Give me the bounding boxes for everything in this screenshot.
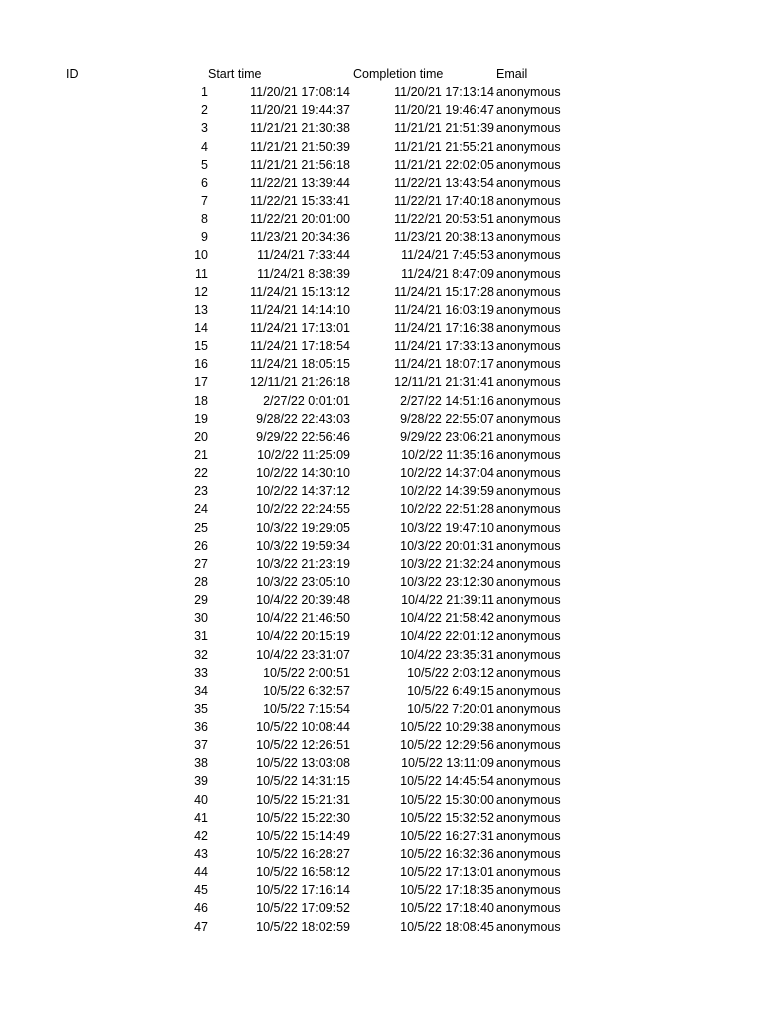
cell-start-time: 11/24/21 14:14:10 [250,302,350,317]
table-row [0,392,768,410]
response-table [0,65,768,936]
cell-completion-time: 2/27/22 14:51:16 [400,393,494,408]
cell-completion-time: 11/24/21 7:45:53 [401,248,494,263]
table-row [0,555,768,573]
table-row [0,265,768,283]
cell-id: 29 [194,593,208,608]
table-body [0,83,768,936]
cell-id: 17 [194,375,208,390]
cell-id: 21 [194,447,208,462]
cell-id: 8 [201,212,208,227]
cell-start-time: 11/21/21 21:56:18 [250,157,350,172]
cell-id: 15 [194,339,208,354]
cell-completion-time: 10/4/22 21:39:11 [401,593,494,608]
cell-completion-time: 9/28/22 22:55:07 [400,411,494,426]
cell-id: 27 [194,556,208,571]
cell-completion-time: 10/5/22 15:32:52 [400,810,494,825]
cell-email: anonymous [496,865,561,880]
cell-id: 44 [194,865,208,880]
cell-email: anonymous [496,574,561,589]
cell-email: anonymous [496,683,561,698]
cell-completion-time: 10/2/22 22:51:28 [400,502,494,517]
cell-email: anonymous [496,792,561,807]
table-row [0,700,768,718]
cell-id: 12 [194,284,208,299]
cell-id: 42 [194,828,208,843]
cell-id: 33 [194,665,208,680]
cell-id: 38 [194,756,208,771]
cell-completion-time: 10/5/22 10:29:38 [400,720,494,735]
cell-start-time: 10/4/22 20:39:48 [256,593,350,608]
table-row [0,83,768,101]
cell-id: 26 [194,538,208,553]
cell-id: 7 [201,193,208,208]
cell-start-time: 9/28/22 22:43:03 [256,411,350,426]
cell-id: 35 [194,701,208,716]
table-row [0,627,768,645]
cell-start-time: 10/2/22 11:25:09 [257,447,350,462]
cell-email: anonymous [496,85,561,100]
table-row [0,609,768,627]
cell-email: anonymous [496,611,561,626]
table-row [0,428,768,446]
cell-start-time: 11/22/21 13:39:44 [250,175,350,190]
cell-email: anonymous [496,103,561,118]
table-row [0,736,768,754]
cell-completion-time: 11/22/21 20:53:51 [394,212,494,227]
cell-start-time: 10/2/22 22:24:55 [256,502,350,517]
cell-completion-time: 10/2/22 14:37:04 [400,466,494,481]
table-row [0,210,768,228]
table-row [0,355,768,373]
cell-start-time: 10/3/22 19:29:05 [256,520,350,535]
cell-completion-time: 10/5/22 14:45:54 [400,774,494,789]
cell-completion-time: 9/29/22 23:06:21 [400,429,494,444]
cell-start-time: 11/24/21 17:18:54 [250,339,350,354]
cell-id: 18 [194,393,208,408]
cell-completion-time: 11/20/21 19:46:47 [394,103,494,118]
cell-email: anonymous [496,357,561,372]
header-completion-time: Completion time [353,67,444,81]
cell-completion-time: 10/4/22 22:01:12 [400,629,494,644]
table-row [0,373,768,391]
cell-completion-time: 11/20/21 17:13:14 [394,85,494,100]
cell-id: 41 [194,810,208,825]
table-row [0,827,768,845]
cell-start-time: 10/4/22 23:31:07 [256,647,350,662]
cell-completion-time: 10/3/22 23:12:30 [400,574,494,589]
cell-completion-time: 11/24/21 16:03:19 [394,302,494,317]
table-row [0,863,768,881]
cell-start-time: 10/5/22 17:09:52 [256,901,350,916]
cell-id: 28 [194,574,208,589]
table-row [0,918,768,936]
cell-email: anonymous [496,466,561,481]
table-row [0,337,768,355]
cell-id: 20 [194,429,208,444]
cell-completion-time: 11/24/21 17:33:13 [394,339,494,354]
table-row [0,119,768,137]
table-row [0,791,768,809]
cell-id: 47 [194,919,208,934]
table-row [0,446,768,464]
cell-id: 36 [194,720,208,735]
table-row [0,156,768,174]
cell-id: 22 [194,466,208,481]
cell-email: anonymous [496,556,561,571]
table-row [0,464,768,482]
cell-start-time: 10/5/22 7:15:54 [263,701,350,716]
cell-email: anonymous [496,248,561,263]
cell-id: 34 [194,683,208,698]
cell-email: anonymous [496,157,561,172]
table-row [0,246,768,264]
cell-completion-time: 10/2/22 14:39:59 [400,484,494,499]
cell-id: 31 [194,629,208,644]
cell-email: anonymous [496,520,561,535]
cell-id: 30 [194,611,208,626]
cell-start-time: 11/20/21 19:44:37 [250,103,350,118]
cell-id: 37 [194,738,208,753]
cell-email: anonymous [496,429,561,444]
cell-start-time: 10/5/22 6:32:57 [263,683,350,698]
cell-start-time: 11/24/21 17:13:01 [250,320,350,335]
cell-email: anonymous [496,883,561,898]
table-row [0,192,768,210]
cell-completion-time: 11/21/21 21:51:39 [394,121,494,136]
cell-completion-time: 10/5/22 16:27:31 [400,828,494,843]
cell-id: 39 [194,774,208,789]
table-row [0,228,768,246]
cell-completion-time: 10/5/22 13:11:09 [401,756,494,771]
cell-email: anonymous [496,665,561,680]
cell-email: anonymous [496,393,561,408]
cell-email: anonymous [496,284,561,299]
table-row [0,482,768,500]
cell-email: anonymous [496,320,561,335]
table-row [0,881,768,899]
table-row [0,101,768,119]
cell-start-time: 10/2/22 14:30:10 [256,466,350,481]
cell-email: anonymous [496,339,561,354]
cell-completion-time: 11/21/21 21:55:21 [394,139,494,154]
cell-id: 1 [201,85,208,100]
cell-start-time: 10/5/22 2:00:51 [263,665,350,680]
cell-email: anonymous [496,484,561,499]
cell-email: anonymous [496,738,561,753]
cell-start-time: 10/4/22 20:15:19 [256,629,350,644]
table-row [0,138,768,156]
cell-start-time: 10/5/22 15:21:31 [256,792,350,807]
cell-completion-time: 10/3/22 21:32:24 [400,556,494,571]
table-row [0,573,768,591]
cell-start-time: 10/5/22 16:28:27 [256,847,350,862]
table-row [0,410,768,428]
cell-email: anonymous [496,230,561,245]
cell-completion-time: 11/22/21 17:40:18 [394,193,494,208]
cell-id: 10 [194,248,208,263]
table-row [0,500,768,518]
cell-email: anonymous [496,774,561,789]
cell-start-time: 11/22/21 15:33:41 [250,193,350,208]
table-row [0,845,768,863]
cell-start-time: 11/22/21 20:01:00 [250,212,350,227]
cell-start-time: 11/20/21 17:08:14 [250,85,350,100]
cell-completion-time: 10/4/22 21:58:42 [400,611,494,626]
cell-start-time: 9/29/22 22:56:46 [256,429,350,444]
cell-start-time: 10/5/22 18:02:59 [256,919,350,934]
cell-completion-time: 10/5/22 7:20:01 [407,701,494,716]
table-row [0,664,768,682]
cell-email: anonymous [496,302,561,317]
cell-start-time: 10/5/22 15:22:30 [256,810,350,825]
cell-completion-time: 10/5/22 2:03:12 [407,665,494,680]
cell-completion-time: 10/3/22 19:47:10 [400,520,494,535]
cell-id: 3 [201,121,208,136]
header-row [0,65,768,83]
header-start-time: Start time [208,67,262,81]
cell-id: 16 [194,357,208,372]
cell-email: anonymous [496,847,561,862]
cell-completion-time: 10/5/22 18:08:45 [400,919,494,934]
cell-start-time: 11/24/21 18:05:15 [250,357,350,372]
cell-id: 14 [194,320,208,335]
cell-start-time: 10/5/22 10:08:44 [256,720,350,735]
cell-start-time: 11/23/21 20:34:36 [250,230,350,245]
cell-start-time: 11/24/21 7:33:44 [257,248,350,263]
table-row [0,899,768,917]
header-id: ID [66,67,79,81]
cell-start-time: 10/3/22 19:59:34 [256,538,350,553]
cell-id: 13 [194,302,208,317]
cell-start-time: 11/21/21 21:50:39 [250,139,350,154]
cell-email: anonymous [496,538,561,553]
cell-start-time: 10/5/22 16:58:12 [256,865,350,880]
cell-start-time: 11/24/21 8:38:39 [257,266,350,281]
cell-completion-time: 11/24/21 17:16:38 [394,320,494,335]
cell-start-time: 11/24/21 15:13:12 [250,284,350,299]
cell-completion-time: 11/22/21 13:43:54 [394,175,494,190]
cell-start-time: 12/11/21 21:26:18 [250,375,350,390]
cell-completion-time: 10/5/22 16:32:36 [400,847,494,862]
cell-start-time: 10/5/22 14:31:15 [256,774,350,789]
cell-id: 24 [194,502,208,517]
cell-id: 2 [201,103,208,118]
cell-email: anonymous [496,139,561,154]
table-row [0,319,768,337]
cell-id: 11 [195,266,208,281]
table-row [0,283,768,301]
cell-id: 43 [194,847,208,862]
table-row [0,682,768,700]
cell-id: 4 [201,139,208,154]
cell-email: anonymous [496,647,561,662]
cell-email: anonymous [496,901,561,916]
table-row [0,809,768,827]
table-row [0,718,768,736]
cell-completion-time: 11/24/21 8:47:09 [401,266,494,281]
cell-start-time: 10/5/22 15:14:49 [256,828,350,843]
table-row [0,537,768,555]
cell-id: 25 [194,520,208,535]
table-row [0,591,768,609]
cell-id: 9 [201,230,208,245]
cell-email: anonymous [496,919,561,934]
cell-start-time: 10/4/22 21:46:50 [256,611,350,626]
cell-completion-time: 10/3/22 20:01:31 [400,538,494,553]
cell-completion-time: 11/21/21 22:02:05 [394,157,494,172]
cell-start-time: 10/5/22 17:16:14 [256,883,350,898]
table-row [0,646,768,664]
cell-email: anonymous [496,212,561,227]
cell-start-time: 2/27/22 0:01:01 [263,393,350,408]
cell-completion-time: 12/11/21 21:31:41 [394,375,494,390]
cell-completion-time: 10/5/22 12:29:56 [400,738,494,753]
cell-email: anonymous [496,810,561,825]
cell-completion-time: 10/5/22 17:18:40 [400,901,494,916]
cell-start-time: 10/3/22 21:23:19 [256,556,350,571]
table-row [0,174,768,192]
cell-id: 40 [194,792,208,807]
cell-id: 32 [194,647,208,662]
cell-email: anonymous [496,720,561,735]
cell-email: anonymous [496,375,561,390]
cell-start-time: 11/21/21 21:30:38 [250,121,350,136]
cell-email: anonymous [496,411,561,426]
cell-email: anonymous [496,593,561,608]
cell-start-time: 10/2/22 14:37:12 [256,484,350,499]
cell-start-time: 10/5/22 13:03:08 [256,756,350,771]
cell-email: anonymous [496,756,561,771]
cell-completion-time: 10/5/22 6:49:15 [407,683,494,698]
cell-id: 6 [201,175,208,190]
cell-completion-time: 11/23/21 20:38:13 [394,230,494,245]
cell-email: anonymous [496,121,561,136]
cell-email: anonymous [496,266,561,281]
cell-email: anonymous [496,193,561,208]
cell-id: 46 [194,901,208,916]
cell-completion-time: 10/5/22 17:13:01 [400,865,494,880]
cell-start-time: 10/3/22 23:05:10 [256,574,350,589]
cell-completion-time: 11/24/21 15:17:28 [394,284,494,299]
cell-completion-time: 10/4/22 23:35:31 [400,647,494,662]
cell-email: anonymous [496,502,561,517]
table-row [0,301,768,319]
cell-id: 45 [194,883,208,898]
table-row [0,754,768,772]
table-row [0,772,768,790]
cell-completion-time: 10/2/22 11:35:16 [401,447,494,462]
cell-email: anonymous [496,629,561,644]
cell-email: anonymous [496,828,561,843]
cell-start-time: 10/5/22 12:26:51 [256,738,350,753]
cell-completion-time: 10/5/22 17:18:35 [400,883,494,898]
cell-completion-time: 10/5/22 15:30:00 [400,792,494,807]
header-email: Email [496,67,528,81]
cell-id: 19 [194,411,208,426]
cell-completion-time: 11/24/21 18:07:17 [394,357,494,372]
cell-id: 23 [194,484,208,499]
cell-email: anonymous [496,175,561,190]
table-row [0,519,768,537]
cell-email: anonymous [496,447,561,462]
cell-email: anonymous [496,701,561,716]
cell-id: 5 [201,157,208,172]
